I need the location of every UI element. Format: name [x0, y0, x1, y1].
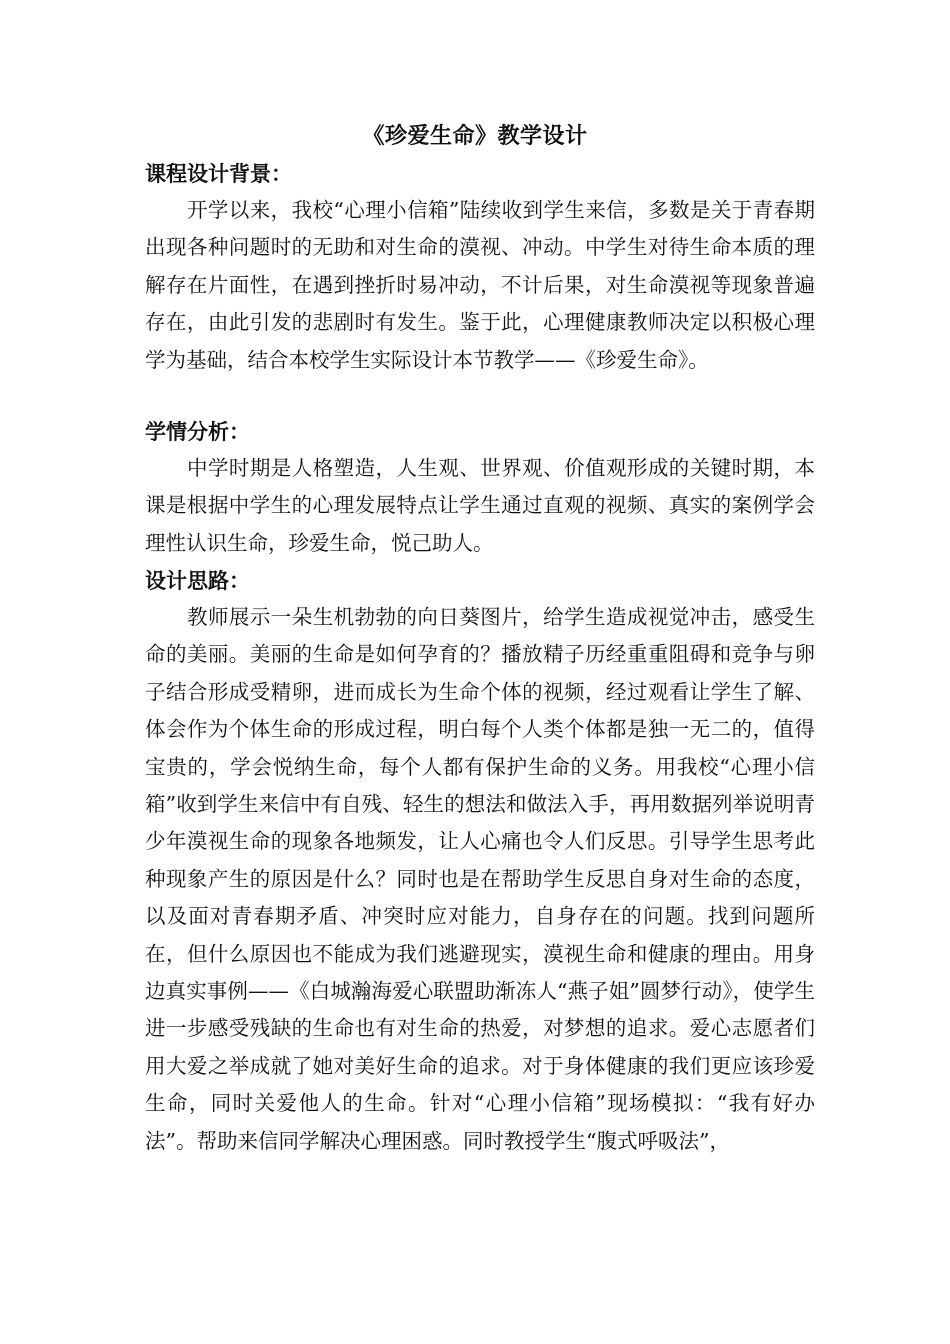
section-paragraph-learner-analysis: 中学时期是人格塑造，人生观、世界观、价值观形成的关键时期，本课是根据中学生的心理发展特点让学生通过直观的视频、真实的案例学会理性认识生命，珍爱生命，悦己助人。: [145, 456, 815, 555]
section-course-background: [145, 156, 815, 379]
section-learner-analysis: [145, 414, 815, 562]
section-paragraph-course-background: 开学以来，我校“心理小信箱”陆续收到学生来信，多数是关于青春期出现各种问题时的无助和对生命的漠视、冲动。中学生对待生命本质的理解存在片面性，在遇到挫折时易冲动，不计后果，对生命漠视等现象普遍存在，由此引发的悲剧时有发生。鉴于此，心理健康教师决定以积极心理学为基础，结合本校学生实际设计本节教学——《珍爱生命》。: [145, 198, 815, 372]
document-title: 《珍爱生命》教学设计: [362, 123, 588, 149]
section-paragraph-design-approach: 教师展示一朵生机勃勃的向日葵图片，给学生造成视觉冲击，感受生命的美丽。美丽的生命是如何孕育的？播放精子历经重重阻碍和竞争与卵子结合形成受精卵，进而成长为生命个体的视频，经过观看让学生了解、体会作为个体生命的形成过程，明白每个人类个体都是独一无二的，值得宝贵的，学会悦纳生命，每个人都有保护生命的义务。用我校“心理小信箱”收到学生来信中有自残、轻生的想法和做法入手，再用数据列举说明青少年漠视生命的现象各地频发，让人心痛也令人们反思。引导学生思考此种现象产生的原因是什么？同时也是在帮助学生反思自身对生命的态度，以及面对青春期矛盾、冲突时应对能力，自身存在的问题。找到问题所在，但什么原因也不能成为我们逃避现实，漠视生命和健康的理由。用身边真实事例——《白城瀚海爱心联盟助渐冻人“燕子姐”圆梦行动》，使学生进一步感受残缺的生命也有对生命的热爱，对梦想的追求。爱心志愿者们用大爱之举成就了她对美好生命的追求。对于身体健康的我们更应该珍爱生命，同时关爱他人的生命。针对“心理小信箱”现场模拟：“我有好办法”。帮助来信同学解决心理困惑。同时教授学生“腹式呼吸法”，: [145, 605, 815, 1153]
section-heading-design-approach: 设计思路：: [145, 568, 250, 593]
section-heading-course-background: 课程设计背景：: [145, 161, 292, 186]
section-heading-learner-analysis: 学情分析：: [145, 419, 250, 444]
section-design-approach: [145, 563, 815, 1160]
